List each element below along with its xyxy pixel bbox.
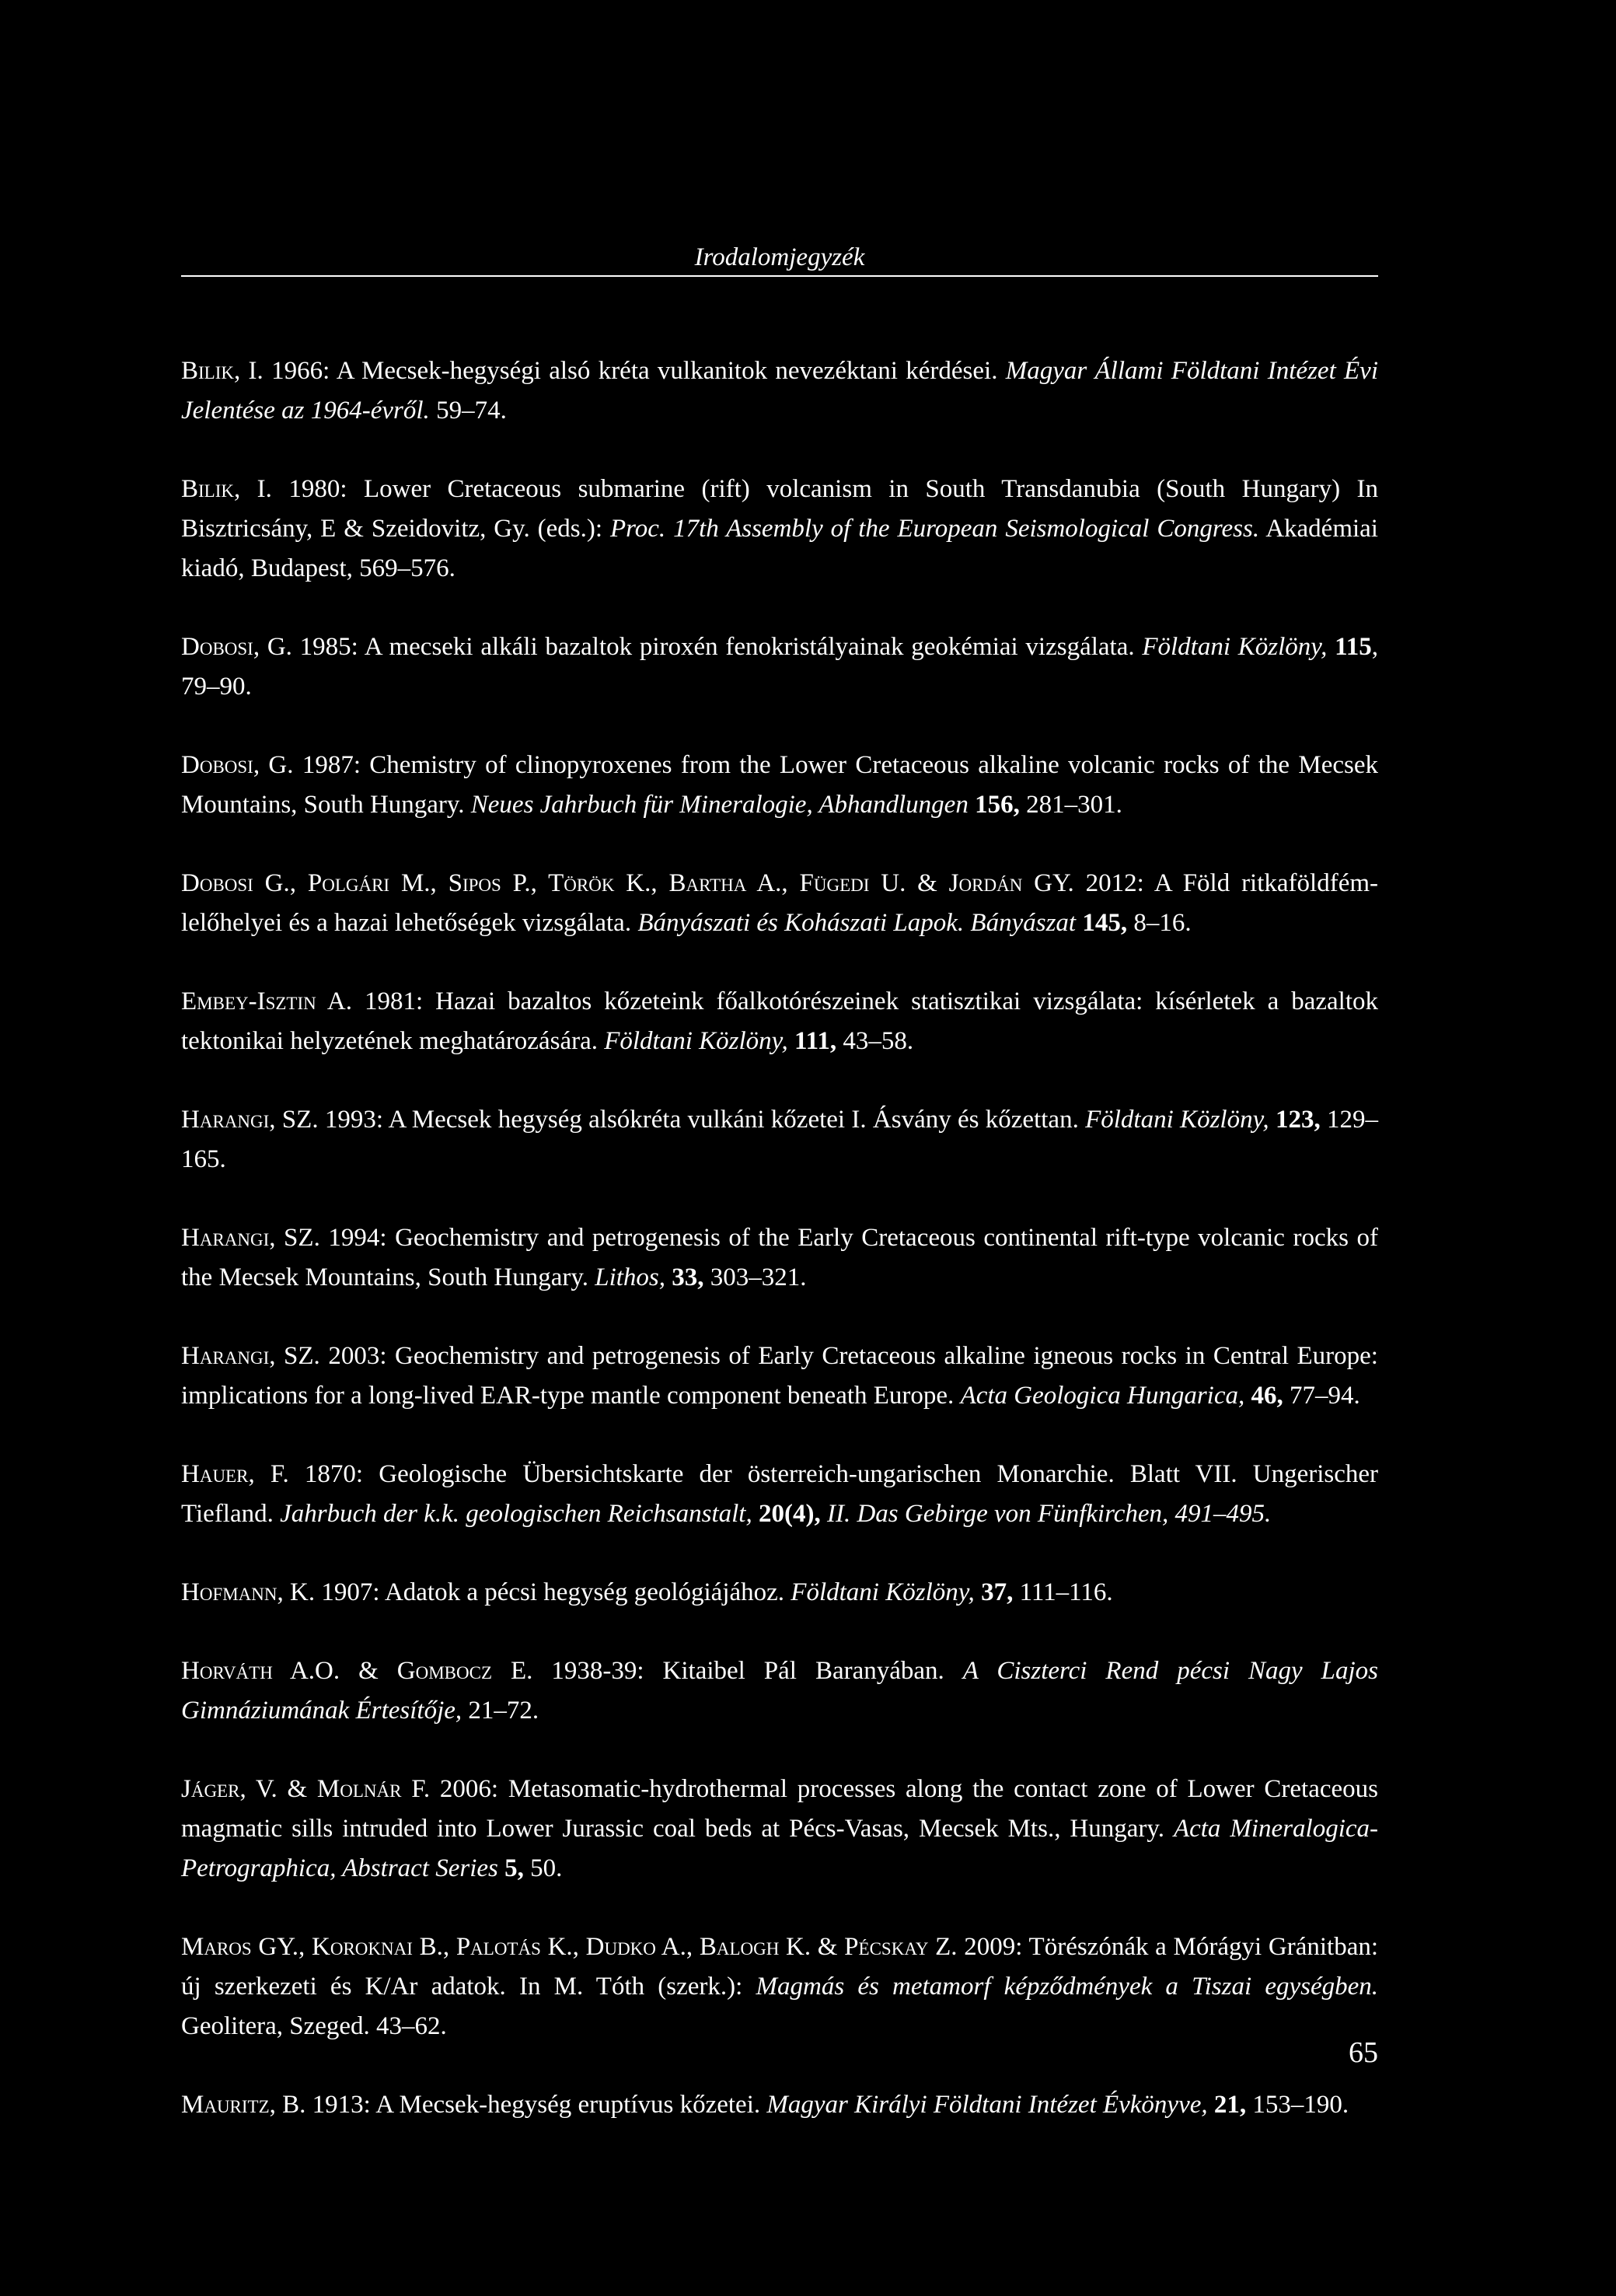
reference-text: 1966: A Mecsek-hegységi alsó kréta vulkanitok nevezéktani kérdései.: [263, 357, 1006, 385]
reference-source: Jahrbuch der k.k. geologischen Reichsanstalt,: [280, 1500, 752, 1528]
reference-source: Földtani Közlöny,: [604, 1027, 788, 1055]
reference-pages: 8–16.: [1127, 909, 1192, 937]
reference-volume: 46,: [1244, 1382, 1283, 1410]
reference-pages: Geolitera, Szeged. 43–62.: [181, 2012, 447, 2040]
reference-pages: 153–190.: [1246, 2091, 1349, 2119]
reference-pages: 303–321.: [703, 1263, 807, 1291]
reference-authors: Bilik, I.: [181, 357, 264, 385]
reference-source: Magyar Királyi Földtani Intézet Évkönyve,: [766, 2091, 1208, 2119]
reference-source: Proc. 17th Assembly of the European Seismological Congress.: [609, 515, 1260, 543]
reference-text: 1938-39: Kitaibel Pál Baranyában.: [532, 1657, 963, 1685]
reference-pages: 129–165.: [181, 1106, 1379, 1173]
reference-authors: Maros GY., Koroknai B., Palotás K., Dudko A., Balogh K. & Pécskay Z.: [181, 1933, 958, 1961]
reference-source: Földtani Közlöny,: [1085, 1106, 1269, 1134]
header-title: Irodalomjegyzék: [694, 243, 865, 271]
reference-source: Lithos,: [595, 1263, 666, 1291]
reference-text: 1985: A mecseki alkáli bazaltok piroxén fenokristályainak geokémiai vizsgálata.: [291, 633, 1143, 661]
reference-list: [181, 351, 1378, 2164]
reference-entry: [181, 1573, 1378, 1613]
running-header: [181, 233, 1378, 277]
reference-authors: Embey-Isztin A.: [181, 987, 353, 1015]
reference-authors: Dobosi G., Polgári M., Sipos P., Török K., Bartha A., Fügedi U. & Jordán GY.: [181, 869, 1074, 897]
reference-text: 1913: A Mecsek-hegység eruptívus kőzetei.: [305, 2091, 767, 2119]
reference-source: Neues Jahrbuch für Mineralogie, Abhandlungen: [470, 791, 969, 819]
reference-entry: [181, 1927, 1378, 2046]
reference-entry: [181, 864, 1378, 943]
reference-authors: Dobosi, G.: [181, 633, 292, 661]
reference-text: 1980: Lower Cretaceous submarine (rift) volcanism in South Transdanubia (South Hungary) In Bisztricsány, E & Szeidovitz, Gy. (eds.):: [181, 475, 1378, 543]
reference-pages: 77–94.: [1283, 1382, 1360, 1410]
reference-source: Acta Geologica Hungarica,: [960, 1382, 1245, 1410]
reference-text: 1981: Hazai bazaltos kőzeteink főalkotórészeinek statisztikai vizsgálata: kísérletek a bazaltok tektonikai helyzetének meghatározására.: [181, 987, 1378, 1055]
reference-entry: [181, 746, 1378, 825]
reference-authors: Bilik, I.: [181, 475, 272, 503]
reference-pages: Akadémiai kiadó, Budapest, 569–576.: [181, 515, 1378, 582]
reference-pages: 111–116.: [1013, 1578, 1113, 1606]
reference-volume: 5,: [497, 1854, 524, 1882]
reference-volume: 156,: [968, 791, 1020, 819]
reference-volume: 33,: [665, 1263, 704, 1291]
reference-text: 1870: Geologische Übersichtskarte der österreich-ungarischen Monarchie. Blatt VII. Ungerischer Tiefland.: [181, 1460, 1379, 1528]
reference-source: Magmás és metamorf képződmények a Tiszai egységben.: [756, 1973, 1378, 2001]
reference-entry: [181, 1100, 1378, 1179]
reference-authors: Hauer, F.: [181, 1460, 289, 1488]
reference-text: 1994: Geochemistry and petrogenesis of the Early Cretaceous continental rift-type volcanic rocks of the Mecsek Mountains, South Hungary.: [181, 1224, 1378, 1291]
reference-volume: 111,: [787, 1027, 837, 1055]
reference-entry: [181, 1218, 1378, 1298]
reference-pages: 281–301.: [1019, 791, 1122, 819]
reference-authors: Harangi, SZ.: [181, 1224, 320, 1252]
reference-entry: [181, 1455, 1378, 1534]
reference-pages: 50.: [523, 1854, 563, 1882]
reference-authors: Hofmann, K.: [181, 1578, 316, 1606]
reference-source: Bányászati és Kohászati Lapok. Bányászat: [637, 909, 1077, 937]
reference-pages: 21–72.: [462, 1697, 539, 1725]
reference-entry: [181, 470, 1378, 589]
reference-text: 1987: Chemistry of clinopyroxenes from the Lower Cretaceous alkaline volcanic rocks of the Mecsek Mountains, South Hungary.: [181, 751, 1378, 819]
reference-source: Földtani Közlöny,: [1142, 633, 1328, 661]
reference-source: Acta Mineralogica-Petrographica, Abstract Series: [181, 1815, 1379, 1882]
reference-entry: [181, 1337, 1378, 1416]
reference-entry: [181, 982, 1378, 1061]
reference-text: 1907: Adatok a pécsi hegység geológiájához.: [315, 1578, 791, 1606]
reference-entry: [181, 351, 1378, 431]
reference-volume: 37,: [974, 1578, 1014, 1606]
reference-volume: 20(4),: [752, 1500, 821, 1528]
reference-entry: [181, 1770, 1378, 1889]
reference-authors: Mauritz, B.: [181, 2091, 306, 2119]
reference-source: Magyar Állami Földtani Intézet Évi Jelentése az 1964-évről.: [181, 357, 1379, 425]
reference-text: 2006: Metasomatic-hydrothermal processes along the contact zone of Lower Cretaceous magmatic sills intruded into Lower Jurassic coal beds at Pécs-Vasas, Mecsek Mts., Hungary.: [181, 1775, 1378, 1843]
reference-volume: 21,: [1207, 2091, 1247, 2119]
reference-text: 2003: Geochemistry and petrogenesis of Early Cretaceous alkaline igneous rocks in Central Europe: implications for a long-lived EAR-type mantle component beneath Europe.: [181, 1342, 1378, 1410]
reference-authors: Harangi, SZ.: [181, 1106, 319, 1134]
reference-authors: Jáger, V. & Molnár F.: [181, 1775, 431, 1803]
reference-pages: 59–74.: [429, 397, 507, 425]
reference-pages: 43–58.: [836, 1027, 914, 1055]
reference-source: A Ciszterci Rend pécsi Nagy Lajos Gimnáziumának Értesítője,: [181, 1657, 1378, 1725]
reference-pages: , 79–90.: [181, 633, 1379, 701]
reference-authors: Horváth A.O. & Gombocz E.: [181, 1657, 533, 1685]
reference-text: 1993: A Mecsek hegység alsókréta vulkáni kőzetei I. Ásvány és kőzettan.: [318, 1106, 1086, 1134]
reference-text: 2012: A Föld ritkaföldfém-lelőhelyei és a hazai lehetőségek vizsgálata.: [181, 869, 1378, 937]
reference-source: Földtani Közlöny,: [791, 1578, 975, 1606]
reference-entry: [181, 627, 1378, 707]
reference-authors: Harangi, SZ.: [181, 1342, 320, 1370]
reference-pages: II. Das Gebirge von Fünfkirchen, 491–495.: [820, 1500, 1272, 1528]
reference-entry: [181, 2085, 1378, 2125]
reference-volume: 145,: [1076, 909, 1128, 937]
reference-entry: [181, 1651, 1378, 1731]
reference-text: 2009: Törészónák a Mórágyi Gránitban: új szerkezeti és K/Ar adatok. In M. Tóth (szerk.):: [181, 1933, 1379, 2001]
reference-authors: Dobosi, G.: [181, 751, 294, 779]
reference-volume: 123,: [1269, 1106, 1321, 1134]
page-number: 65: [1349, 2036, 1378, 2069]
reference-volume: 115: [1327, 633, 1372, 661]
